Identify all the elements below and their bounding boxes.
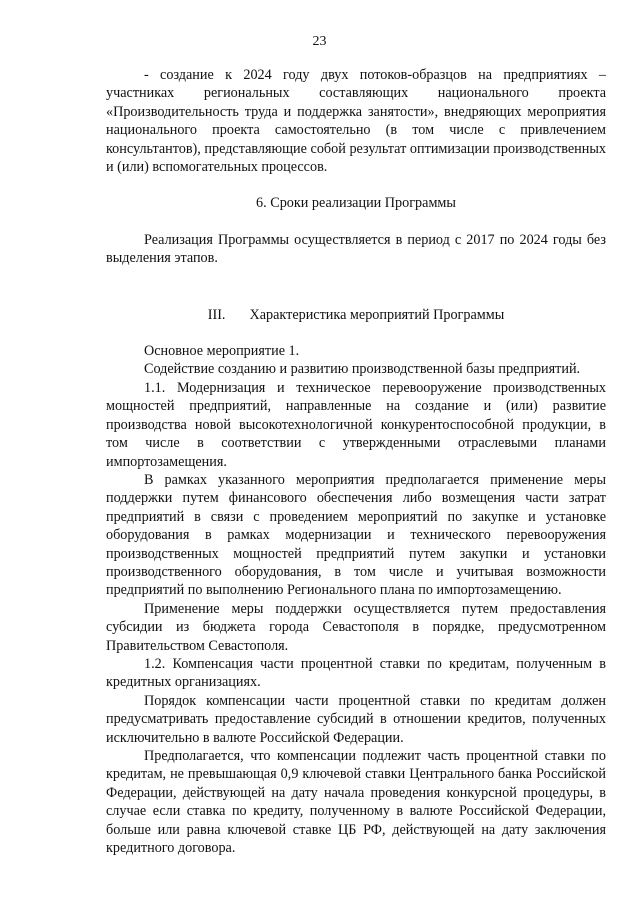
intro-paragraph: - создание к 2024 году двух потоков-образцов на предприятиях – участниках региональных составляющих национального проекта «Производительность труда и поддержка занятости», внедряющих мероприятия национального проекта самостоятельно (в том числе с привлечением консультантов), представляющие собой результат оптимизации производственных и (или) вспомогательных процессов. <box>106 67 606 176</box>
section-3-title: Характеристика мероприятий Программы <box>249 306 505 323</box>
main-event-title: Основное мероприятие 1. <box>144 343 300 360</box>
section-3-number: III. <box>207 306 226 323</box>
main-event-description: Содействие созданию и развитию производственной базы предприятий. <box>144 361 581 378</box>
compensation-order-paragraph: Порядок компенсации части процентной ставки по кредитам должен предусматривать предоставление субсидий в отношении кредитов, полученных исключительно в валюте Российской Федерации. <box>106 692 606 746</box>
item-1-2-paragraph: 1.2. Компенсация части процентной ставки по кредитам, полученным в кредитных организациях. <box>106 655 606 691</box>
section-6-heading: 6. Сроки реализации Программы <box>256 195 456 212</box>
section-3-heading <box>106 306 606 324</box>
interest-rate-paragraph: Предполагается, что компенсации подлежит часть процентной ставки по кредитам, не превышающая 0,9 ключевой ставки Центрального банка Российской Федерации, действующей на дату начала проведения конкурсной процедуры, в случае если ставка по кредиту, полученному в валюте Российской Федерации, больше или равна ключевой ставке ЦБ РФ, действующей на дату заключения кредитного договора. <box>106 748 606 857</box>
section-6-paragraph: Реализация Программы осуществляется в период с 2017 по 2024 годы без выделения этапов. <box>106 231 606 267</box>
page-number: 23 <box>312 34 327 49</box>
document-body <box>106 66 606 857</box>
support-measure-paragraph: В рамках указанного мероприятия предполагается применение меры поддержки путем финансового обеспечения либо возмещения части затрат предприятий в связи с проведением мероприятий по закупке и установке оборудования в рамках модернизации и технического перевооружения производственных мощностей предприятий путем закупки и установки производственного оборудования, в том числе и учитывая возможности предприятий по выполнению Регионального плана по импортозамещению. <box>106 471 606 599</box>
subsidy-paragraph: Применение меры поддержки осуществляется путем предоставления субсидии из бюджета города Севастополя в порядке, предусмотренном Правительством Севастополя. <box>106 600 606 654</box>
item-1-1-paragraph: 1.1. Модернизация и техническое перевооружение производственных мощностей предприятий, направленные на создание и (или) развитие производства новой высокотехнологичной конкурентоспособной продукции, в том числе в соответствии с утвержденными отраслевыми планами импортозамещения. <box>106 379 606 470</box>
